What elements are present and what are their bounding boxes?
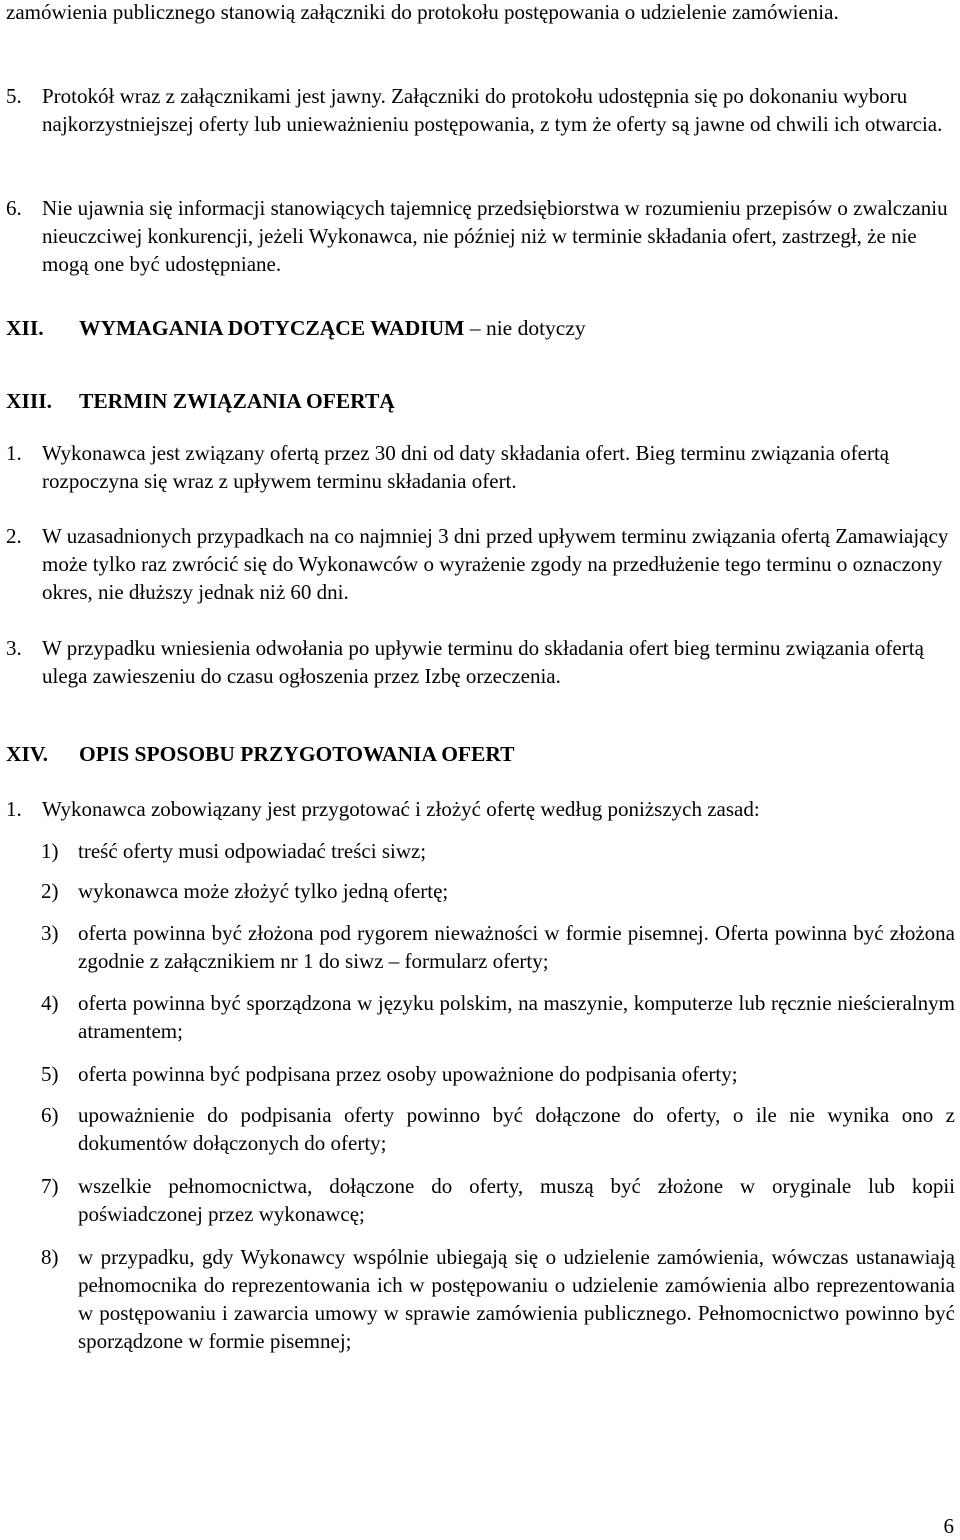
continued-paragraph: zamówienia publicznego stanowią załączniki do protokołu postępowania o udzielenie zamówienia. [6, 0, 839, 24]
xiv-subitem-4 [41, 989, 955, 1045]
section-title: TERMIN ZWIĄZANIA OFERTĄ [79, 389, 395, 413]
section-heading-xiv [6, 740, 954, 768]
subitem-number: 7) [41, 1174, 59, 1198]
item-text: W uzasadnionych przypadkach na co najmniej 3 dni przed upływem terminu związania ofertą Zamawiający może tylko raz zwrócić się do Wykonawców o wyrażenie zgody na przedłużenie tego terminu o oznaczony okres, nie dłuższy jednak niż 60 dni. [42, 524, 949, 604]
subitem-number: 2) [41, 879, 59, 903]
item-number: 1. [6, 441, 22, 465]
subitem-text: oferta powinna być podpisana przez osoby upoważnione do podpisania oferty; [78, 1062, 738, 1086]
section-heading-xii [6, 314, 954, 342]
subitem-text: w przypadku, gdy Wykonawcy wspólnie ubiegają się o udzielenie zamówienia, wówczas ustanawiają pełnomocnika do reprezentowania ich w postępowaniu o udzielenie zamówienia albo reprezentowania w postępowaniu i zawarcia umowy w sprawie zamówienia publicznego. Pełnomocnictwo powinno być sporządzone w formie pisemnej; [78, 1245, 955, 1353]
subitem-text: wykonawca może złożyć tylko jedną ofertę; [78, 879, 449, 903]
subitem-number: 8) [41, 1245, 59, 1269]
xiii-item-1 [6, 439, 954, 495]
subitem-number: 5) [41, 1062, 59, 1086]
item-number: 5. [6, 84, 22, 108]
subitem-text: oferta powinna być sporządzona w języku polskim, na maszynie, komputerze lub ręcznie nieścieralnym atramentem; [78, 991, 955, 1043]
item-number: 2. [6, 524, 22, 548]
subitem-text: wszelkie pełnomocnictwa, dołączone do oferty, muszą być złożone w oryginale lub kopii poświadczonej przez wykonawcę; [78, 1174, 955, 1226]
section-number: XIV. [6, 742, 49, 766]
subitem-text: oferta powinna być złożona pod rygorem nieważności w formie pisemnej. Oferta powinna być złożona zgodnie z załącznikiem nr 1 do siwz – formularz oferty; [78, 921, 955, 973]
item-text: Nie ujawnia się informacji stanowiących tajemnicę przedsiębiorstwa w rozumieniu przepisów o zwalczaniu nieuczciwej konkurencji, jeżeli Wykonawca, nie później niż w terminie składania ofert, zastrzegł, że nie mogą one być udostępniane. [42, 196, 948, 276]
subitem-number: 6) [41, 1103, 59, 1127]
item-number: 3. [6, 636, 22, 660]
section-note: – nie dotyczy [464, 316, 586, 340]
item-text: Protokół wraz z załącznikami jest jawny. Załączniki do protokołu udostępnia się po dokonaniu wyboru najkorzystniejszej oferty lub unieważnieniu postępowania, z tym że oferty są jawne od chwili ich otwarcia. [42, 84, 943, 136]
paragraph-6 [6, 194, 954, 278]
subitem-text: treść oferty musi odpowiadać treści siwz; [78, 839, 427, 863]
paragraph-5 [6, 82, 954, 138]
subitem-number: 3) [41, 921, 59, 945]
xiv-subitem-1 [41, 837, 955, 865]
item-text: Wykonawca jest związany ofertą przez 30 dni od daty składania ofert. Bieg terminu związania ofertą rozpoczyna się wraz z upływem terminu składania ofert. [42, 441, 890, 493]
section-number: XIII. [6, 389, 53, 413]
item-text: Wykonawca zobowiązany jest przygotować i złożyć ofertę według poniższych zasad: [42, 797, 760, 821]
xiii-item-2 [6, 522, 954, 606]
section-title: OPIS SPOSOBU PRZYGOTOWANIA OFERT [79, 742, 515, 766]
subitem-number: 1) [41, 839, 59, 863]
page-number: 6 [943, 1514, 954, 1538]
xiii-item-3 [6, 634, 954, 690]
xiv-subitem-3 [41, 919, 955, 975]
xiv-subitem-6 [41, 1101, 955, 1157]
section-number: XII. [6, 316, 44, 340]
section-heading-xiii [6, 387, 954, 415]
item-text: W przypadku wniesienia odwołania po upływie terminu do składania ofert bieg terminu związania ofertą ulega zawieszeniu do czasu ogłoszenia przez Izbę orzeczenia. [42, 636, 924, 688]
xiv-subitem-5 [41, 1060, 955, 1088]
item-number: 6. [6, 196, 22, 220]
xiv-item-1 [6, 795, 954, 823]
xiv-subitem-8 [41, 1243, 955, 1355]
subitem-number: 4) [41, 991, 59, 1015]
item-number: 1. [6, 797, 22, 821]
xiv-subitem-7 [41, 1172, 955, 1228]
subitem-text: upoważnienie do podpisania oferty powinno być dołączone do oferty, o ile nie wynika ono z dokumentów dołączonych do oferty; [78, 1103, 955, 1155]
section-title: WYMAGANIA DOTYCZĄCE WADIUM [79, 316, 465, 340]
xiv-subitem-2 [41, 877, 955, 905]
